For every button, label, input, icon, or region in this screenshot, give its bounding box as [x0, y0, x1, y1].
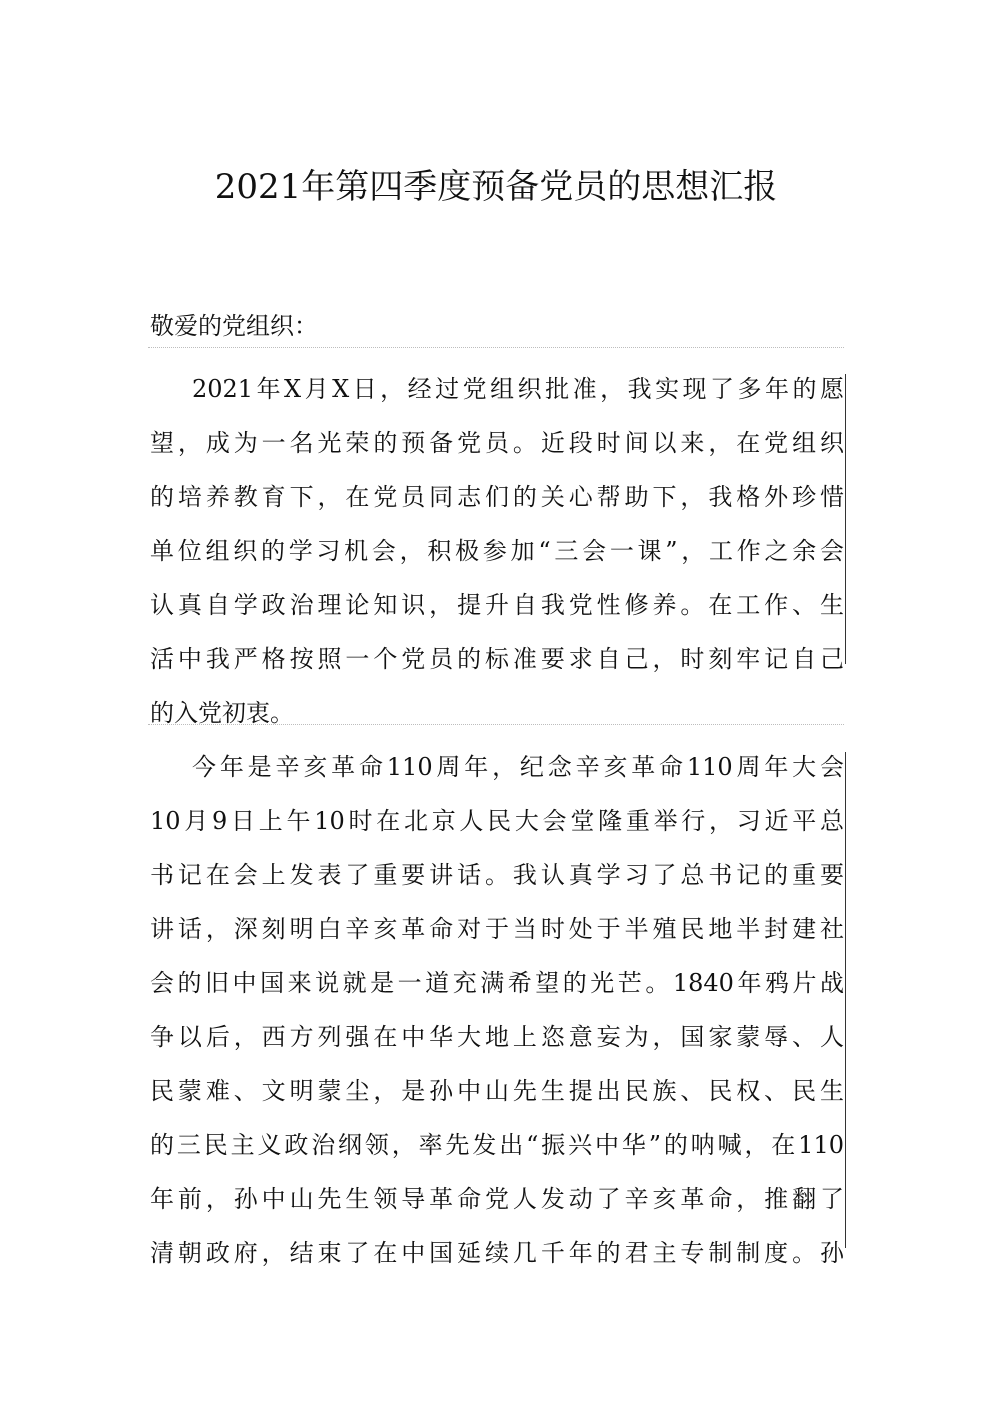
- paragraph-line: 讲话，深刻明白辛亥革命对于当时处于半殖民地半封建社: [150, 915, 844, 943]
- paragraph-line: 书记在会上发表了重要讲话。我认真学习了总书记的重要: [150, 861, 844, 889]
- paragraph-line: 10月9日上午10时在北京人民大会堂隆重举行，习近平总: [150, 807, 844, 835]
- paragraph-line: 年前，孙中山先生领导革命党人发动了辛亥革命，推翻了: [150, 1185, 844, 1213]
- paragraph-line: 活中我严格按照一个党员的标准要求自己，时刻牢记自己: [150, 645, 844, 673]
- margin-rule: [845, 752, 846, 1248]
- paragraph-1: [150, 362, 844, 740]
- page-title: 2021年第四季度预备党员的思想汇报: [214, 167, 778, 207]
- salutation: 敬爱的党组织：: [150, 312, 318, 340]
- paragraph-divider-top: [148, 347, 844, 348]
- paragraph-line: 民蒙难、文明蒙尘，是孙中山先生提出民族、民权、民生: [150, 1077, 844, 1105]
- margin-rule: [845, 374, 846, 664]
- paragraph-divider-bottom: [148, 724, 844, 725]
- paragraph-line: 今年是辛亥革命110周年，纪念辛亥革命110周年大会: [192, 753, 844, 781]
- paragraph-line: 的三民主义政治纲领，率先发出“振兴中华”的呐喊，在110: [150, 1131, 844, 1159]
- paragraph-line: 的入党初衷。: [150, 699, 294, 727]
- paragraph-line: 清朝政府，结束了在中国延续几千年的君主专制制度。孙: [150, 1239, 844, 1267]
- paragraph-2: [150, 740, 844, 1280]
- paragraph-line: 争以后，西方列强在中华大地上恣意妄为，国家蒙辱、人: [150, 1023, 844, 1051]
- paragraph-line: 会的旧中国来说就是一道充满希望的光芒。1840年鸦片战: [150, 969, 844, 997]
- paragraph-line: 认真自学政治理论知识，提升自我党性修养。在工作、生: [150, 591, 844, 619]
- paragraph-line: 望，成为一名光荣的预备党员。近段时间以来，在党组织: [150, 429, 844, 457]
- paragraph-line: 单位组织的学习机会，积极参加“三会一课”，工作之余会: [150, 537, 844, 565]
- paragraph-line: 的培养教育下，在党员同志们的关心帮助下，我格外珍惜: [150, 483, 844, 511]
- paragraph-line: 2021年X月X日，经过党组织批准，我实现了多年的愿: [192, 375, 844, 403]
